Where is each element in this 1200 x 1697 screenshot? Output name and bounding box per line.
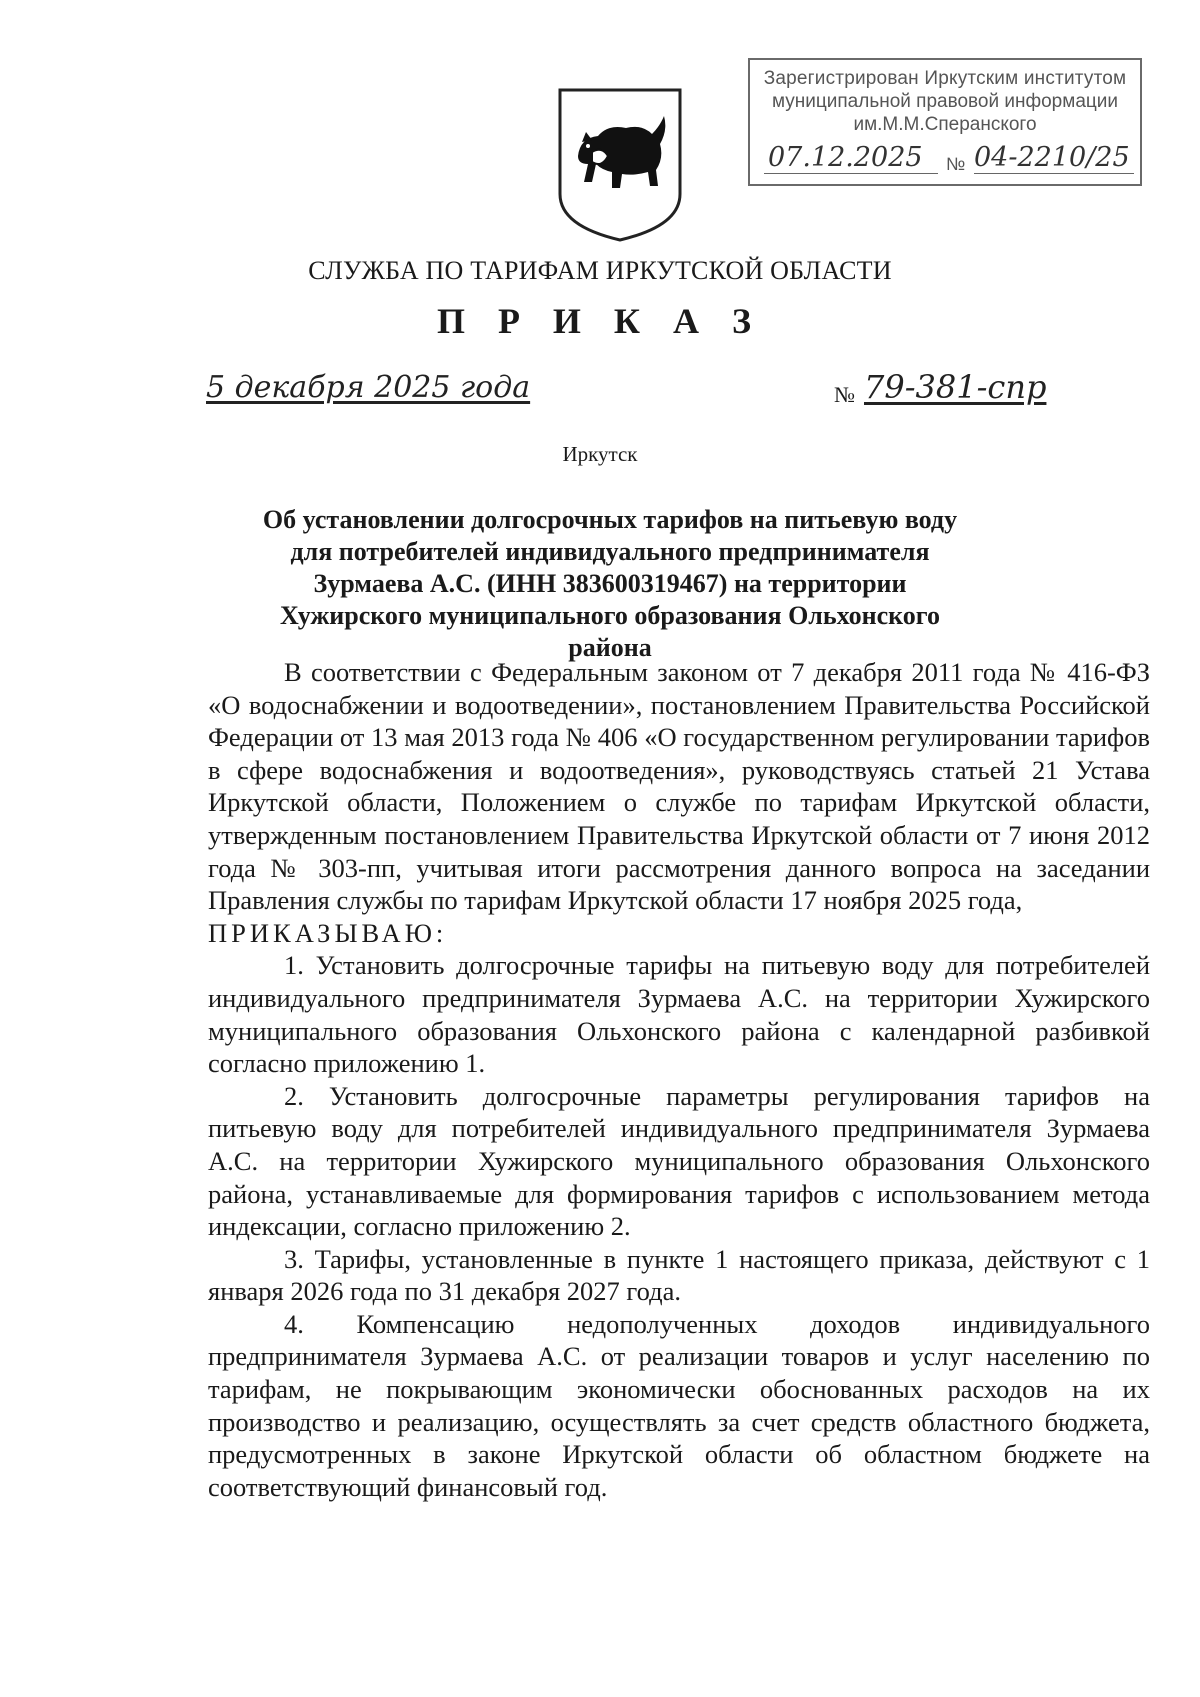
coat-of-arms-icon [556, 86, 684, 244]
stamp-number-label: № [946, 154, 966, 174]
order-item-1: 1. Установить долгосрочные тарифы на питьевую воду для потребителей индивидуального предпринимателя Зурмаева А.С. на территории Хужирского муниципального образования Ольхонского района с календарной разбивкой согласно приложению 1. [208, 950, 1150, 1079]
order-item-4: 4. Компенсацию недополученных доходов индивидуального предпринимателя Зурмаева А.С. от реализации товаров и услуг населению по тарифам, не покрывающим экономически обоснованных расходов на их производство и реализацию, осуществлять за счет средств областного бюджета, предусмотренных в законе Иркутской области об областном бюджете на соответствующий финансовый год. [208, 1308, 1150, 1502]
document-body [208, 656, 1150, 1503]
agency-name: СЛУЖБА ПО ТАРИФАМ ИРКУТСКОЙ ОБЛАСТИ [308, 256, 892, 285]
stamp-line-3: им.М.М.Сперанского [853, 114, 1037, 135]
registration-stamp [748, 58, 1142, 186]
document-title: Об установлении долгосрочных тарифов на питьевую воду для потребителей индивидуального предпринимателя Зурмаева А.С. (ИНН 383600319467) на территории Хужирского муниципального образования Ольхонского района [262, 505, 958, 662]
city: Иркутск [562, 442, 638, 466]
stamp-line-1: Зарегистрирован Иркутским институтом [763, 68, 1127, 89]
stamp-date: 07.12.2025 [764, 142, 938, 174]
order-word: ПРИКАЗЫВАЮ: [208, 917, 448, 948]
order-number-label: № [834, 382, 855, 407]
document-type: П Р И К А З [436, 301, 764, 341]
order-number: 79-381-спр [864, 368, 1047, 406]
order-item-2: 2. Установить долгосрочные параметры регулирования тарифов на питьевую воду для потребителей индивидуального предпринимателя Зурмаева А.С. на территории Хужирского муниципального образования Ольхонского района, устанавливаемые для формирования тарифов с использованием метода индексации, согласно приложению 2. [208, 1080, 1150, 1242]
preamble-paragraph: В соответствии с Федеральным законом от 7 декабря 2011 года № 416-ФЗ «О водоснабжении и водоотведении», постановлением Правительства Российской Федерации от 13 мая 2013 года № 406 «О государственном регулировании тарифов в сфере водоснабжения и водоотведения», руководствуясь статьей 21 Устава Иркутской области, Положением о службе по тарифам Иркутской области, утвержденным постановлением Правительства Иркутской области от 7 июня 2012 года № 303-пп, учитывая итоги рассмотрения данного вопроса на заседании Правления службы по тарифам Иркутской области 17 ноября 2025 года, [208, 657, 1150, 916]
order-item-3: 3. Тарифы, установленные в пункте 1 настоящего приказа, действуют с 1 января 2026 года по 31 декабря 2027 года. [208, 1243, 1150, 1307]
stamp-number: 04-2210/25 [974, 142, 1134, 174]
order-date: 5 декабря 2025 года [206, 370, 531, 405]
stamp-line-2: муниципальной правовой информации [772, 91, 1118, 112]
